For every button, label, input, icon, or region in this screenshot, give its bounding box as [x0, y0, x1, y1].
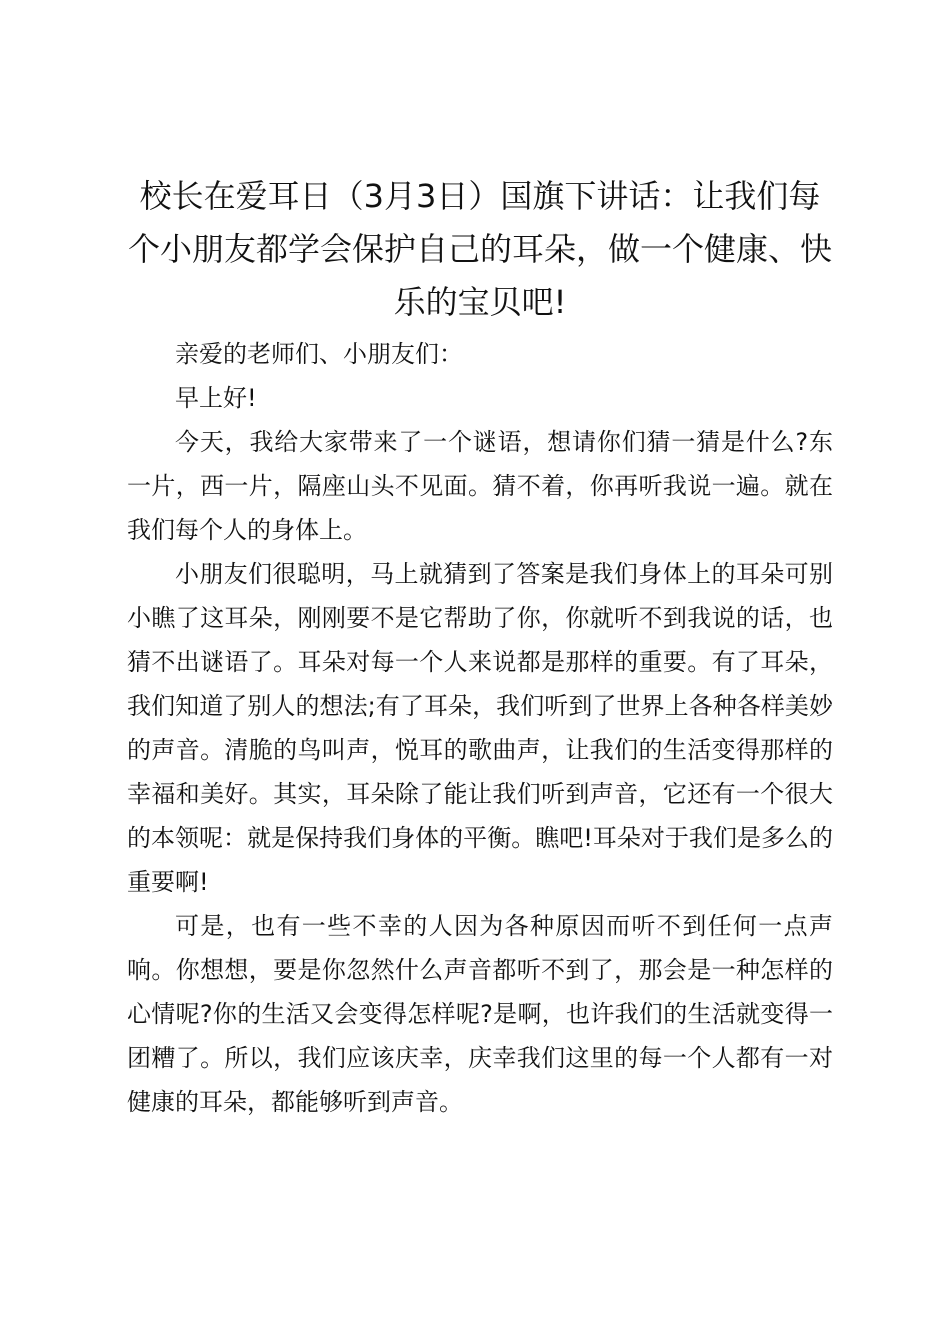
- paragraph-hearing-loss: 可是，也有一些不幸的人因为各种原因而听不到任何一点声响。你想想，要是你忽然什么声音都听不到了，那会是一种怎样的心情呢?你的生活又会变得怎样呢?是啊，也许我们的生活就变得一团糟了。所以，我们应该庆幸，庆幸我们这里的每一个人都有一对健康的耳朵，都能够听到声音。: [127, 912, 833, 1116]
- document-page: [127, 170, 833, 1124]
- paragraph-greeting-address: 亲爱的老师们、小朋友们：: [175, 340, 463, 368]
- paragraph-greeting: 早上好!: [175, 384, 257, 412]
- paragraph-ears-importance: 小朋友们很聪明，马上就猜到了答案是我们身体上的耳朵可别小瞧了这耳朵，刚刚要不是它帮助了你，你就听不到我说的话，也猜不出谜语了。耳朵对每一个人来说都是那样的重要。有了耳朵，我们知道了别人的想法;有了耳朵，我们听到了世界上各种各样美妙的声音。清脆的鸟叫声，悦耳的歌曲声，让我们的生活变得那样的幸福和美好。其实，耳朵除了能让我们听到声音，它还有一个很大的本领呢：就是保持我们身体的平衡。瞧吧!耳朵对于我们是多么的重要啊!: [127, 560, 833, 896]
- paragraph-riddle: 今天，我给大家带来了一个谜语，想请你们猜一猜是什么?东一片，西一片，隔座山头不见面。猜不着，你再听我说一遍。就在我们每个人的身体上。: [127, 428, 833, 544]
- document-title: 校长在爱耳日（3月3日）国旗下讲话：让我们每个小朋友都学会保护自己的耳朵，做一个健康、快乐的宝贝吧!: [127, 177, 832, 321]
